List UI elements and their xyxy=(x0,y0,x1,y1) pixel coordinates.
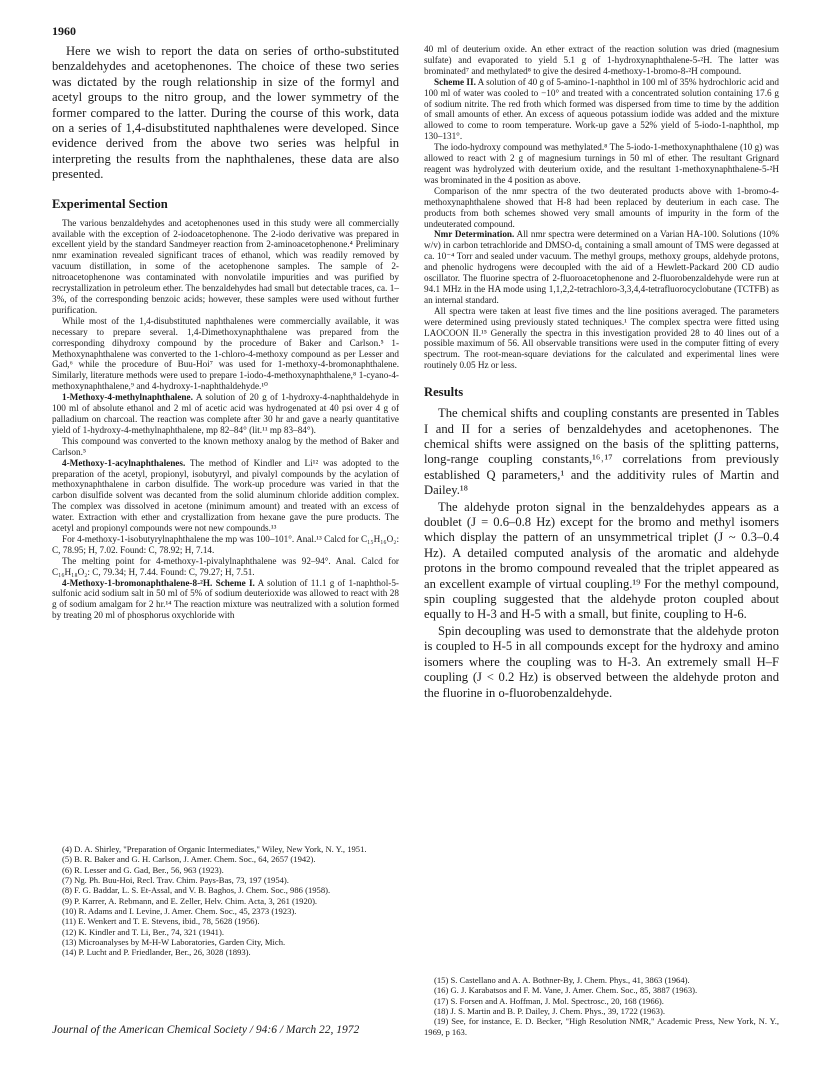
scheme-1-paragraph xyxy=(52,578,399,622)
runin-heading: 1-Methoxy-4-methylnaphthalene. xyxy=(62,392,193,403)
paragraph-text: All nmr spectra were determined on a Varian HA-100. Solutions (10% w/v) in carbon tetrachloride and DMSO-d₆ containing a small amount of TMS were degassed at ca. 10⁻⁴ Torr and sealed under vacuum. The methyl groups, methoxy groups, aldehyde protons, and phenolic hydrogens were decoupled with the aid of a Hewlett-Packard 200 CD audio oscillator. The fluorine spectra of 2-fluoroacetophenone and 2-fluorobenzaldehyde were run at 94.1 MHz in the HA mode using 1,1,2,2-tetrachloro-3,3,4,4-tetrafluorocyclobutane (TCTFB) as an internal standard. xyxy=(424,229,779,305)
pivalyl-paragraph: The melting point for 4-methoxy-1-pivalylnaphthalene was 92–94°. Anal. Calcd for C₁₆H₁₈O₂: C, 79.34; H, 7.44. Found: C, 79.27; H, 7.51. xyxy=(52,555,399,577)
results-paragraph-3: Spin decoupling was used to demonstrate that the aldehyde proton is coupled to H-5 in all compounds except for the hydroxy and amino isomers where the coupling was to H-3. An extremely small H–F coupling (J < 0.2 Hz) is observed between the aldehyde proton and the fluorine in o-fluorobenzaldehyde. xyxy=(424,623,779,700)
experimental-heading: Experimental Section xyxy=(52,196,168,211)
footnote: (13) Microanalyses by M-H-W Laboratories, Garden City, Mich. xyxy=(62,937,286,948)
footnote: (16) G. J. Karabatsos and F. M. Vane, J. Amer. Chem. Soc., 85, 3887 (1963). xyxy=(434,985,698,996)
footnote: (14) P. Lucht and P. Friedlander, Ber., 26, 3028 (1893). xyxy=(62,947,251,958)
footnote: (15) S. Castellano and A. A. Bothner-By, J. Chem. Phys., 41, 3863 (1964). xyxy=(434,975,690,985)
runin-heading: 4-Methoxy-1-acylnaphthalenes. xyxy=(62,457,186,468)
footnote: (4) D. A. Shirley, "Preparation of Organic Intermediates," Wiley, New York, N. Y., 1951. xyxy=(62,844,367,854)
footnote: (11) E. Wenkert and T. E. Stevens, ibid., 78, 5628 (1956). xyxy=(62,916,260,927)
footnote: (7) Ng. Ph. Buu-Hoi, Recl. Trav. Chim. Pays-Bas, 73, 197 (1954). xyxy=(62,875,289,886)
isobutyryl-paragraph: For 4-methoxy-1-isobutyrylnaphthalene the mp was 100–101°. Anal.¹³ Calcd for C₁₅H₁₆O₂: C, 78.95; H, 7.02. Found: C, 78.92; H, 7.14. xyxy=(52,533,399,555)
acylnaphthalenes-paragraph xyxy=(52,458,399,534)
footnote: (12) K. Kindler and T. Li, Ber., 74, 321 (1941). xyxy=(62,926,224,937)
results-paragraph-1: The chemical shifts and coupling constants are presented in Tables I and II for a series of benzaldehydes and acetophenones. The chemical shifts were assigned on the basis of the splitting patterns, long-range coupling constants,¹⁶˒¹⁷ correlations from previously established Q parameters,¹ and the additivity rules of Martin and Dailey.¹⁸ xyxy=(424,406,779,498)
continuation-paragraph: 40 ml of deuterium oxide. An ether extract of the reaction solution was dried (magnesium sulfate) and evaporated to yield 5.1 g of 1-hydroxynaphthalene-5-²H. The latter was brominated⁷ and methylated⁸ to give the desired 4-methoxy-1-bromo-8-²H compound. xyxy=(424,44,779,76)
paragraph-text: A solution of 40 g of 5-amino-1-naphthol in 100 ml of 35% hydrochloric acid and 100 ml of water was cooled to −10° and treated with a concentrated solution containing 17.6 g of sodium nitrite. The red froth which formed was dispersed from time to time by the addition of small amounts of ether. An excess of aqueous potassium iodide was added and the mixture allowed to come to room temperature. Work-up gave a 52% yield of 5-iodo-1-naphthol, mp 130–131°. xyxy=(424,76,779,142)
footnote: (9) P. Karrer, A. Rebmann, and E. Zeller, Helv. Chim. Acta, 3, 261 (1920). xyxy=(62,895,318,906)
runin-heading: Nmr Determination. xyxy=(434,229,515,240)
footnote: (17) S. Forsen and A. Hoffman, J. Mol. Spectrosc., 20, 168 (1966). xyxy=(434,995,664,1006)
paragraph-text: The method of Kindler and Li¹² was adopted to the preparation of the acetyl, propionyl, isobutyryl, and pivalyl compounds by the acylation of methoxynaphthalene in carbon disulfide. The work-up procedure was varied in that the carbon disulfide solvent was decanted from the solid aluminum chloride addition complex. The complex was dissolved in acetone (minimum amount) and treated with an excess of water. Extraction with ether and crystallization from hexane gave the pure products. The acetyl and propionyl compounds were not new compounds.¹³ xyxy=(52,457,399,534)
iodo-hydroxy-paragraph: The iodo-hydroxy compound was methylated.⁸ The 5-iodo-1-methoxynaphthalene (10 g) was allowed to react with 2 g of magnesium turnings in 50 ml of ether. The resultant Grignard reagent was hydrolyzed with deuterium oxide, and the resultant 1-methoxynaphthalene-5-²H was brominated in the 4 position as above. xyxy=(424,142,779,185)
nmr-determination-paragraph xyxy=(424,229,779,305)
runin-heading: 4-Methoxy-1-bromonaphthalene-8-²H. Scheme I. xyxy=(62,577,255,588)
comparison-paragraph: Comparison of the nmr spectra of the two deuterated products above with 1-bromo-4-methoxynaphthalene showed that H-8 had been replaced by deuterium in each case. The products from both schemes showed very small amounts of impurity in the form of the undeuterated compound. xyxy=(424,185,779,229)
intro-paragraph: Here we wish to report the data on series of ortho-substituted benzaldehydes and acetophenones. The choice of these two series was dictated by the rough relationship in size of the formyl and acetyl groups to the nitro group, and the lower symmetry of the former compared to the latter. During the course of this work, data on a series of 1,4-disubstituted naphthalenes were developed. Since evidence derived from the above two series was helpful in interpreting the results from the naphthalenes, these data are also presented. xyxy=(52,44,399,182)
footnote: (10) R. Adams and I. Levine, J. Amer. Chem. Soc., 45, 2373 (1923). xyxy=(62,906,297,917)
results-paragraph-2: The aldehyde proton signal in the benzaldehydes appears as a doublet (J = 0.6–0.8 Hz) except for the bromo and methyl isomers which display the pattern of an unsymmetrical triplet (J ~ 0.3–0.4 Hz). A detailed computed analysis of the aromatic and aldehyde protons in the bromo compound revealed that the triplet appeared as an excellent example of virtual coupling.¹⁹ For the methyl compound, spin coupling suggested that the aldehyde proton coupled about equally to H-3 and H-5 with a small, but finite, coupling to H-6. xyxy=(424,499,779,622)
methylnaphthalene-paragraph xyxy=(52,392,399,436)
experimental-paragraph-2: While most of the 1,4-disubstituted naphthalenes were commercially available, it was necessary to prepare several. 1,4-Dimethoxynaphthalene was prepared from the corresponding dihydroxy compound by the procedure of Baker and Carlson.⁵ 1-Methoxynaphthalene was converted to the 1-chloro-4-methoxy compound as per Lesser and Gad,⁶ while the procedure of Buu-Hoi⁷ was used for 1-methoxy-4-bromonaphthalene. Similarly, literature methods were used to prepare 1-iodo-4-methoxynaphthalene,⁸ 1-cyano-4-methoxynaphthalene,⁹ and 4-hydroxy-1-naphthaldehyde.¹⁰ xyxy=(52,315,399,392)
experimental-paragraph-1: The various benzaldehydes and acetophenones used in this study were all commercially available with the exception of 2-iodoacetophenone. The 2-iodo derivative was prepared in excellent yield by the standard Sandmeyer reaction from 2-aminoacetophenone.⁴ Preliminary nmr examination revealed significant traces of ethanol, which was readily removed by vacuum distillation, in some of the acetophenone samples. The sample of 2-nitroacetophenone was contaminated with nonvolatile impurities and was purified by recrystallization in petroleum ether. The benzaldehydes had small but detectable traces, ca. 1–3%, of the corresponding benzoic acids; however, these samples were used without further purification. xyxy=(52,217,399,315)
footnote: (8) F. G. Baddar, L. S. Et-Assal, and V. B. Baghos, J. Chem. Soc., 986 (1958). xyxy=(62,885,331,896)
scheme-2-paragraph xyxy=(424,77,779,142)
left-footnotes xyxy=(52,844,399,958)
right-column xyxy=(424,44,779,702)
footnote: (6) R. Lesser and G. Gad, Ber., 56, 963 (1923). xyxy=(62,864,224,875)
journal-footer: Journal of the American Chemical Society / 94:6 / March 22, 1972 xyxy=(52,1024,360,1036)
left-column xyxy=(52,44,399,621)
footnote: (19) See, for instance, E. D. Becker, "High Resolution NMR," Academic Press, New York, N. Y., 1969, p 163. xyxy=(424,1016,779,1037)
footnote: (5) B. R. Baker and G. H. Carlson, J. Amer. Chem. Soc., 64, 2657 (1942). xyxy=(62,854,316,865)
runin-heading: Scheme II. xyxy=(434,76,476,87)
page-number: 1960 xyxy=(52,24,76,38)
paragraph-text: A solution of 11.1 g of 1-naphthol-5-sulfonic acid sodium salt in 50 ml of 5% of sodium deuterioxide was allowed to react with 28 g of sodium amalgam for 2 hr.¹⁴ The reaction mixture was neutralized with a solution formed by treating 20 ml of phosphorus oxychloride with xyxy=(52,577,399,621)
results-heading: Results xyxy=(424,385,464,400)
paragraph-text: A solution of 20 g of 1-hydroxy-4-naphthaldehyde in 100 ml of absolute ethanol and 2 ml of acetic acid was hydrogenated at 40 psi over 4 g of palladium on charcoal. The reaction was complete after 30 hr and gave a nearly quantitative yield of 1-hydroxy-4-methylnaphthalene, mp 82–84° (lit.¹¹ mp 83–84°). xyxy=(52,392,399,435)
spectra-paragraph: All spectra were taken at least five times and the line positions averaged. The parameters were determined using previously stated techniques.¹ The complex spectra were fitted using LAOCOON II.¹⁵ Generally the spectra in this investigation provided 28 to 40 lines out of a possible maximum of 56. All observable transitions were used in the computer fitting of every spectrum. The root-mean-square deviations for the calculated and experimental lines were routinely 0.05 Hz or less. xyxy=(424,305,779,371)
footnote: (18) J. S. Martin and B. P. Dailey, J. Chem. Phys., 39, 1722 (1963). xyxy=(434,1006,665,1017)
right-footnotes xyxy=(424,975,779,1037)
methoxy-analog-paragraph: This compound was converted to the known methoxy analog by the method of Baker and Carlson.⁵ xyxy=(52,435,399,457)
